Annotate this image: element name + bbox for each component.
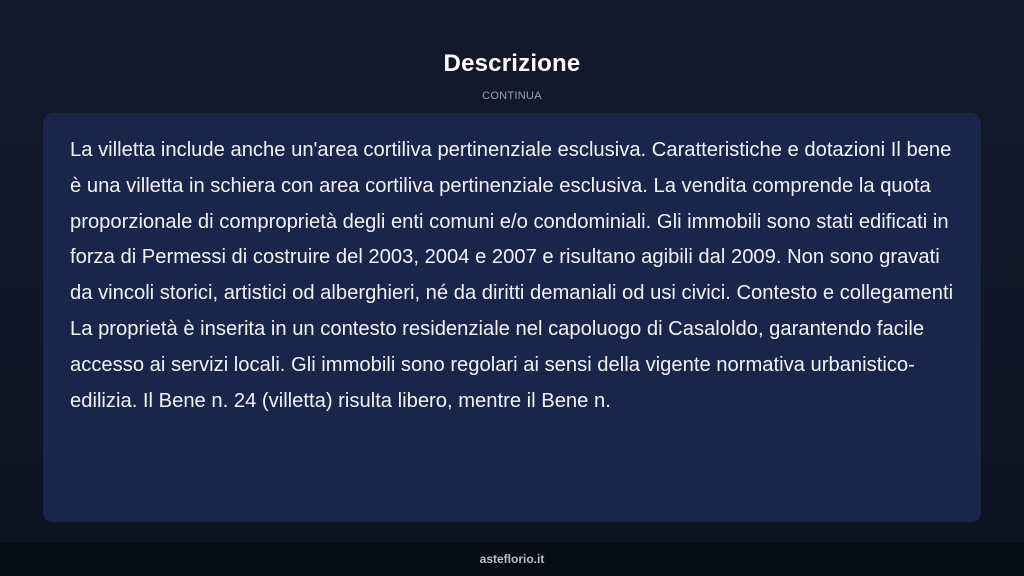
description-text: La villetta include anche un'area cortiliva pertinenziale esclusiva. Caratteristiche e dotazioni Il bene è una villetta in schiera con area cortiliva pertinenziale esclusiva. La vendita comprende la quota proporzionale di comproprietà degli enti comuni e/o condominiali. Gli immobili sono stati edificati in forza di Permessi di costruire del 2003, 2004 e 2007 e risultano agibili dal 2009. Non sono gravati da vincoli storici, artistici od alberghieri, né da diritti demaniali od usi civici. Contesto e collegamenti La proprietà è inserita in un contesto residenziale nel capoluogo di Casaloldo, garantendo facile accesso ai servizi locali. Gli immobili sono regolari ai sensi della vigente normativa urbanistico-edilizia. Il Bene n. 24 (villetta) risulta libero, mentre il Bene n. xyxy=(70,139,954,412)
site-domain: asteflorio.it xyxy=(479,552,545,566)
continua-label: CONTINUA xyxy=(482,90,542,102)
page-title: Descrizione xyxy=(443,50,581,77)
description-card xyxy=(43,113,981,522)
footer-bar xyxy=(0,542,1024,576)
